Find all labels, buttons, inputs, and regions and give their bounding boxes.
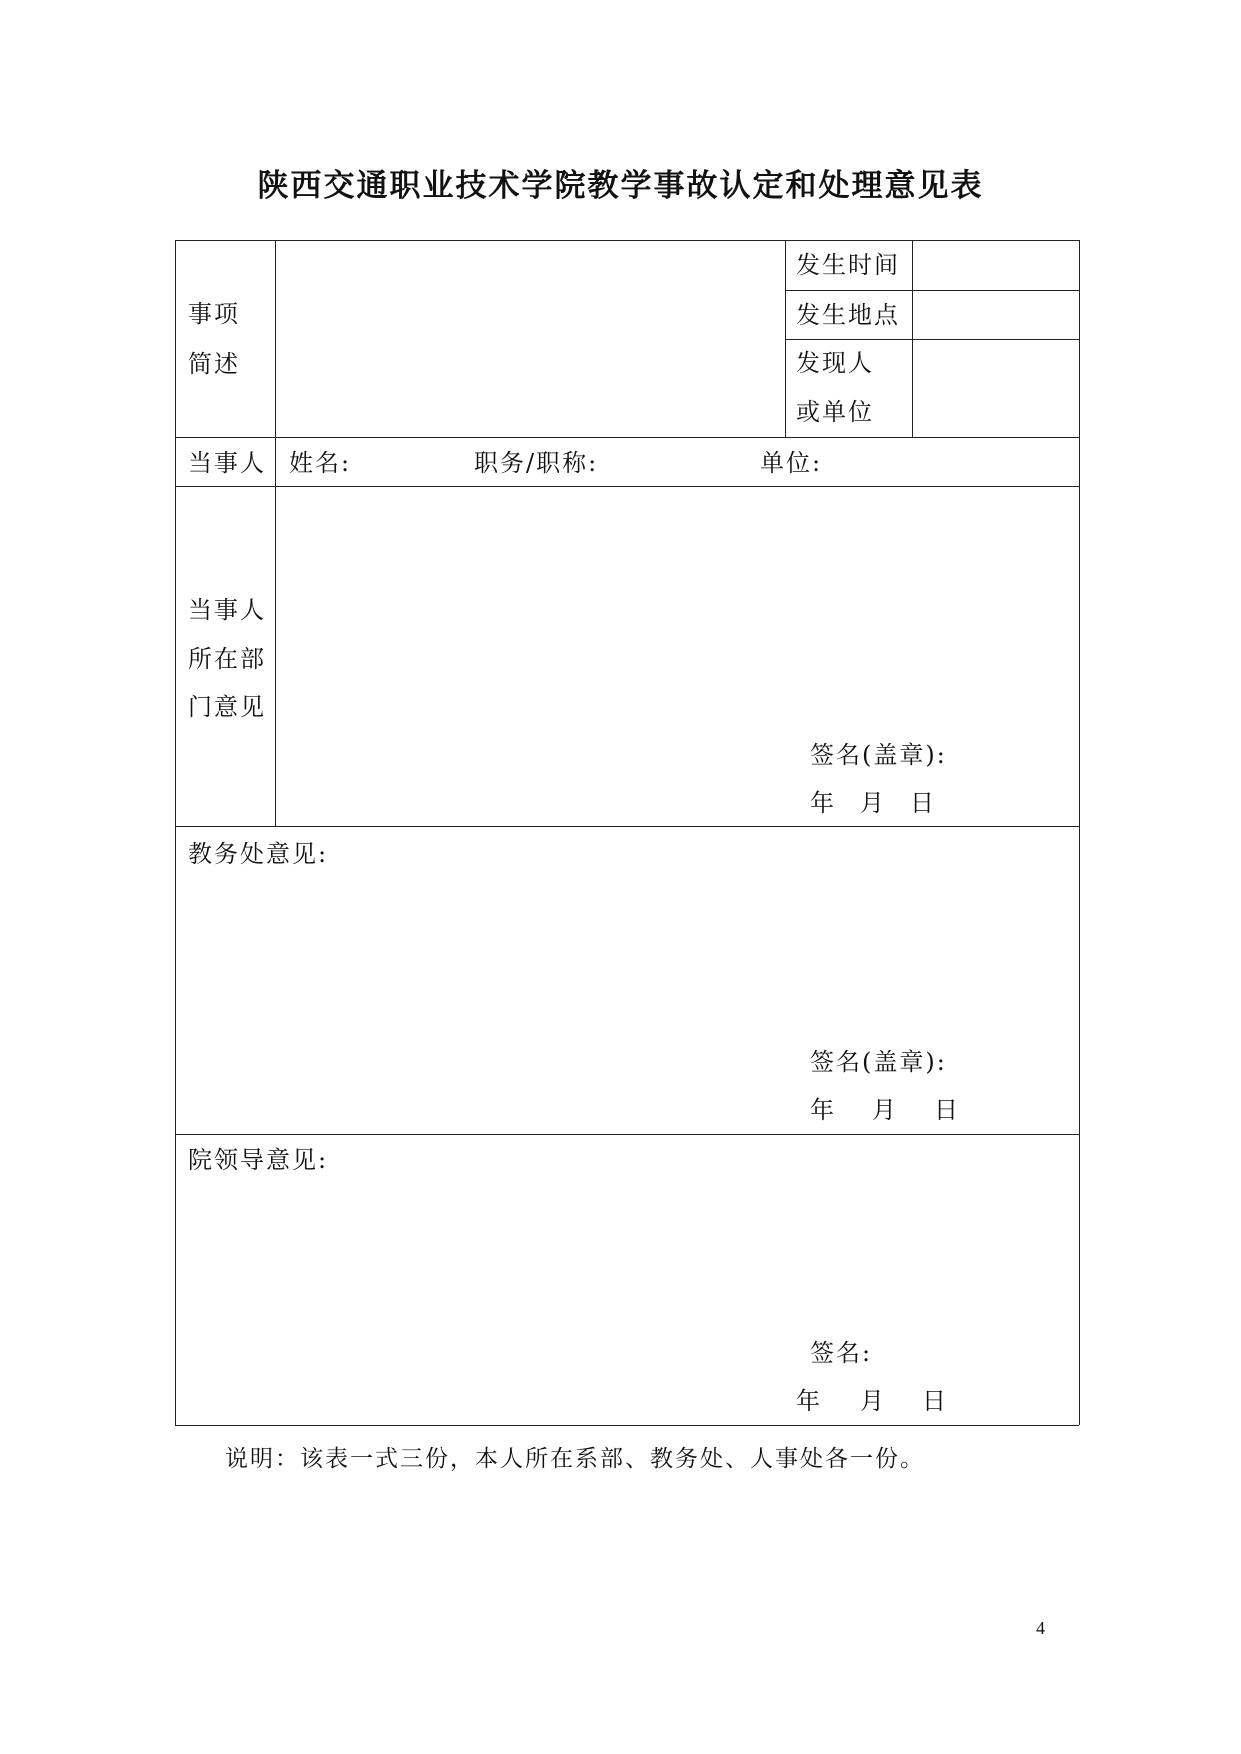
table-border-right <box>1079 240 1080 1425</box>
time-input[interactable] <box>915 243 1077 288</box>
table-line-academic-bottom <box>175 1134 1079 1135</box>
dept-opinion-input[interactable] <box>278 489 1077 734</box>
leader-date-day: 日 <box>922 1387 948 1415</box>
unit-label: 单位: <box>760 449 823 477</box>
table-line-party-bottom <box>175 486 1079 487</box>
table-border-bottom <box>175 1425 1079 1426</box>
table-line-dept-bottom <box>175 826 1079 827</box>
dept-label-line3: 门意见 <box>188 693 266 721</box>
finder-input[interactable] <box>915 342 1077 435</box>
form-note: 说明：该表一式三份，本人所在系部、教务处、人事处各一份。 <box>225 1446 925 1472</box>
academic-opinion-input[interactable] <box>178 875 1077 1040</box>
name-input[interactable] <box>352 440 472 484</box>
leader-date-year: 年 <box>796 1387 822 1415</box>
dept-sign-label: 签名(盖章): <box>810 741 947 769</box>
table-border-top <box>175 240 1079 241</box>
leader-date-month: 月 <box>860 1387 886 1415</box>
position-input[interactable] <box>602 440 752 484</box>
page-number: 4 <box>1036 1618 1045 1638</box>
place-input[interactable] <box>915 293 1077 337</box>
summary-input[interactable] <box>278 243 783 435</box>
dept-label-line2: 所在部 <box>188 645 266 673</box>
dept-date-month: 月 <box>860 789 886 817</box>
dept-date-year: 年 <box>810 789 836 817</box>
leader-sign-label: 签名: <box>810 1339 873 1367</box>
table-line-summary-bottom <box>175 437 1079 438</box>
table-line-info-label-col <box>785 240 786 437</box>
academic-date-year: 年 <box>810 1096 836 1124</box>
table-line-place <box>785 339 1079 340</box>
academic-date-day: 日 <box>934 1096 960 1124</box>
table-line-time <box>785 290 1079 291</box>
dept-date-day: 日 <box>910 789 936 817</box>
leader-opinion-input[interactable] <box>178 1180 1077 1330</box>
position-label: 职务/职称: <box>474 449 599 477</box>
finder-label-line2: 或单位 <box>796 398 874 426</box>
summary-label-line2: 简述 <box>188 350 240 378</box>
table-line-label-col <box>275 240 276 826</box>
finder-label-line1: 发现人 <box>796 349 874 377</box>
place-label: 发生地点 <box>796 301 900 329</box>
academic-sign-label: 签名(盖章): <box>810 1048 947 1076</box>
table-line-info-value-col <box>912 240 913 437</box>
name-label: 姓名: <box>289 449 352 477</box>
summary-label-line1: 事项 <box>188 300 240 328</box>
table-border-left <box>175 240 176 1425</box>
party-label: 当事人 <box>188 449 266 477</box>
leader-label: 院领导意见: <box>188 1146 329 1174</box>
academic-date-month: 月 <box>872 1096 898 1124</box>
dept-label-line1: 当事人 <box>188 596 266 624</box>
academic-label: 教务处意见: <box>188 840 329 868</box>
form-title: 陕西交通职业技术学院教学事故认定和处理意见表 <box>257 168 984 204</box>
unit-input[interactable] <box>830 440 1077 484</box>
time-label: 发生时间 <box>796 251 900 279</box>
